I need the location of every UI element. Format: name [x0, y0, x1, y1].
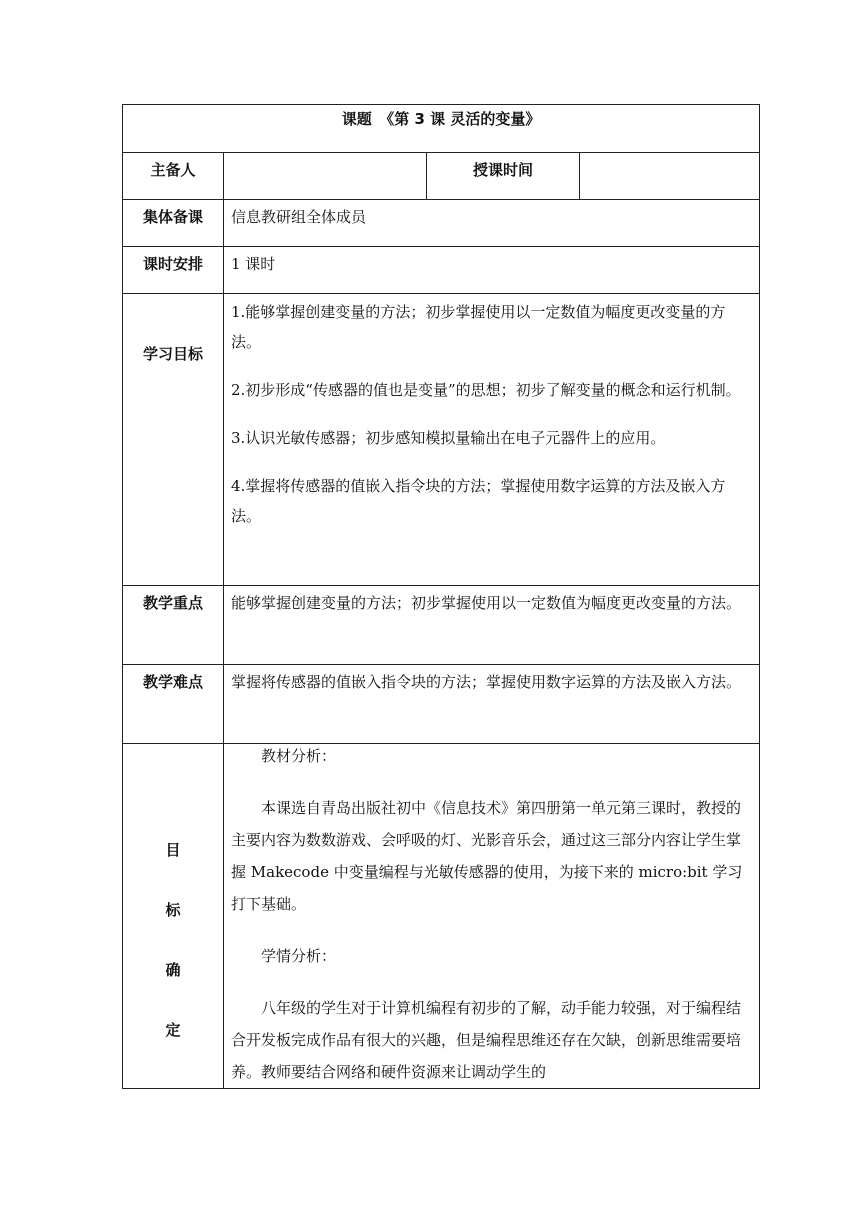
- preparer-value: [224, 153, 427, 200]
- key-point-row: [123, 586, 760, 665]
- preparer-label: 主备人: [123, 153, 224, 200]
- difficulty-row: [123, 665, 760, 744]
- key-point-value: 能够掌握创建变量的方法；初步掌握使用以一定数值为幅度更改变量的方法。: [231, 594, 742, 612]
- teaching-time-label: 授课时间: [427, 153, 580, 200]
- material-text: 本课选自青岛出版社初中《信息技术》第四册第一单元第三课时，教授的主要内容为数数游戏、会呼吸的灯、光影音乐会，通过这三部分内容让学生掌握 Makecode 中变量编程与光敏传感器的使用，为接下来的 micro:bit 学习打下基础。: [231, 799, 743, 913]
- collective-value: 信息教研组全体成员: [224, 200, 760, 247]
- goals-row: [123, 294, 760, 586]
- goals-cell: [224, 294, 760, 586]
- schedule-row: [123, 247, 760, 294]
- key-point-label: 教学重点: [123, 586, 224, 665]
- difficulty-label: 教学难点: [123, 665, 224, 744]
- teaching-time-value: [580, 153, 760, 200]
- target-label-char: 定: [165, 1021, 181, 1039]
- schedule-label: 课时安排: [123, 247, 224, 294]
- goal-item: 4.掌握将传感器的值嵌入指令块的方法；掌握使用数字运算的方法及嵌入方法。: [231, 477, 726, 525]
- collective-row: [123, 200, 760, 247]
- target-label-char: 目: [165, 841, 181, 859]
- lesson-plan-table: [122, 104, 760, 1089]
- goal-item: 3.认识光敏传感器；初步感知模拟量输出在电子元器件上的应用。: [231, 429, 666, 447]
- difficulty-cell: [224, 665, 760, 744]
- title-row: [123, 105, 760, 153]
- analysis-row: [123, 744, 760, 1089]
- target-label: [123, 744, 224, 1089]
- difficulty-value: 掌握将传感器的值嵌入指令块的方法；掌握使用数字运算的方法及嵌入方法。: [231, 673, 742, 691]
- lesson-title: 课题 《第 3 课 灵活的变量》: [341, 110, 541, 128]
- lesson-title-cell: [123, 105, 760, 153]
- student-heading: 学情分析：: [261, 947, 337, 965]
- key-point-cell: [224, 586, 760, 665]
- target-label-char: 标: [165, 901, 181, 919]
- goal-item: 2.初步形成“传感器的值也是变量”的思想；初步了解变量的概念和运行机制。: [231, 381, 741, 399]
- schedule-value: 1 课时: [224, 247, 760, 294]
- analysis-cell: [224, 744, 760, 1089]
- collective-label: 集体备课: [123, 200, 224, 247]
- goals-label: 学习目标: [123, 294, 224, 586]
- goal-item: 1.能够掌握创建变量的方法；初步掌握使用以一定数值为幅度更改变量的方法。: [231, 303, 726, 351]
- material-heading: 教材分析：: [261, 747, 337, 765]
- target-label-char: 确: [165, 961, 181, 979]
- preparer-row: [123, 153, 760, 200]
- student-text: 八年级的学生对于计算机编程有初步的了解，动手能力较强，对于编程结合开发板完成作品有很大的兴趣，但是编程思维还存在欠缺，创新思维需要培养。教师要结合网络和硬件资源来让调动学生的: [231, 999, 742, 1081]
